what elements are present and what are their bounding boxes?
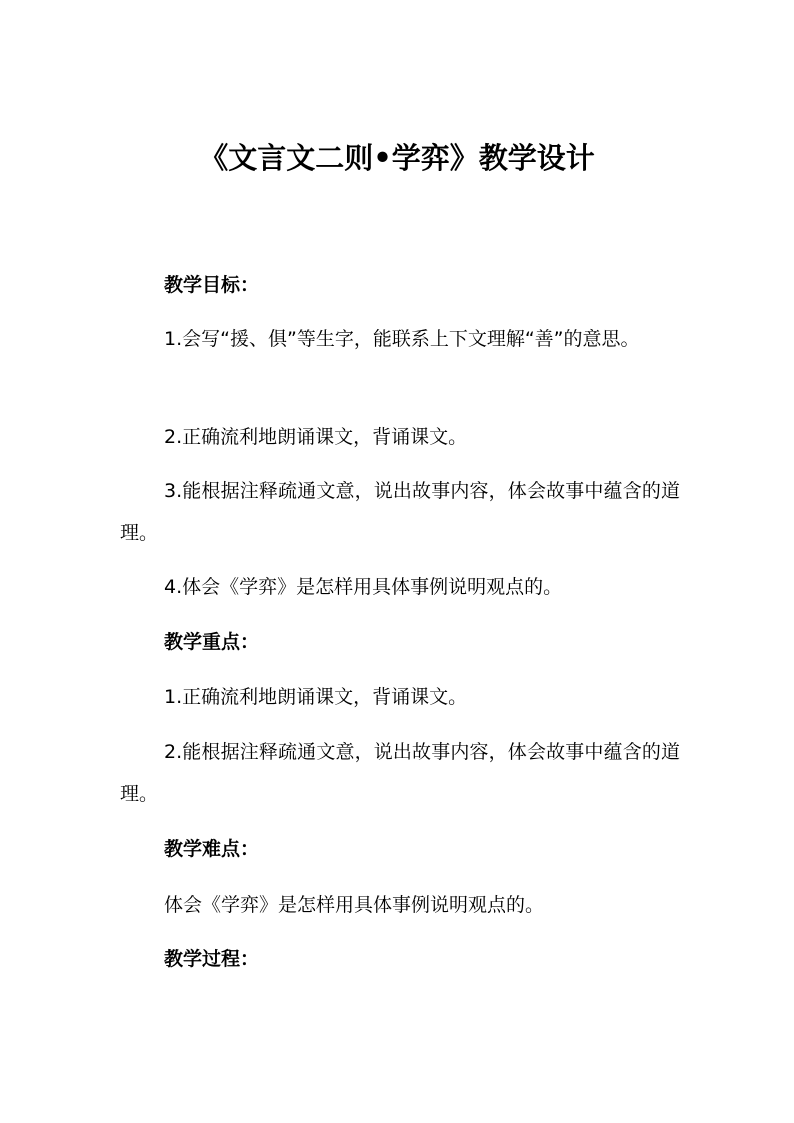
document-title: 《文言文二则•学弈》教学设计 <box>199 141 595 175</box>
difficulties-heading: 教学难点： <box>164 838 260 860</box>
key-point-item-1: 1.正确流利地朗诵课文，背诵课文。 <box>164 686 468 708</box>
objective-item-4: 4.体会《学弈》是怎样用具体事例说明观点的。 <box>164 576 563 598</box>
objective-item-3: 3.能根据注释疏通文意，说出故事内容，体会故事中蕴含的道理。 <box>120 480 680 544</box>
objectives-heading: 教学目标： <box>164 274 260 296</box>
key-points-heading: 教学重点： <box>164 631 260 653</box>
objective-item-1: 1.会写“援、俱”等生字，能联系上下文理解“善”的意思。 <box>164 328 640 350</box>
process-heading: 教学过程： <box>164 948 260 970</box>
key-point-item-2: 2.能根据注释疏通文意，说出故事内容，体会故事中蕴含的道理。 <box>120 741 680 805</box>
difficulty-item-1: 体会《学弈》是怎样用具体事例说明观点的。 <box>164 894 545 916</box>
objective-item-2: 2.正确流利地朗诵课文，背诵课文。 <box>164 426 468 448</box>
